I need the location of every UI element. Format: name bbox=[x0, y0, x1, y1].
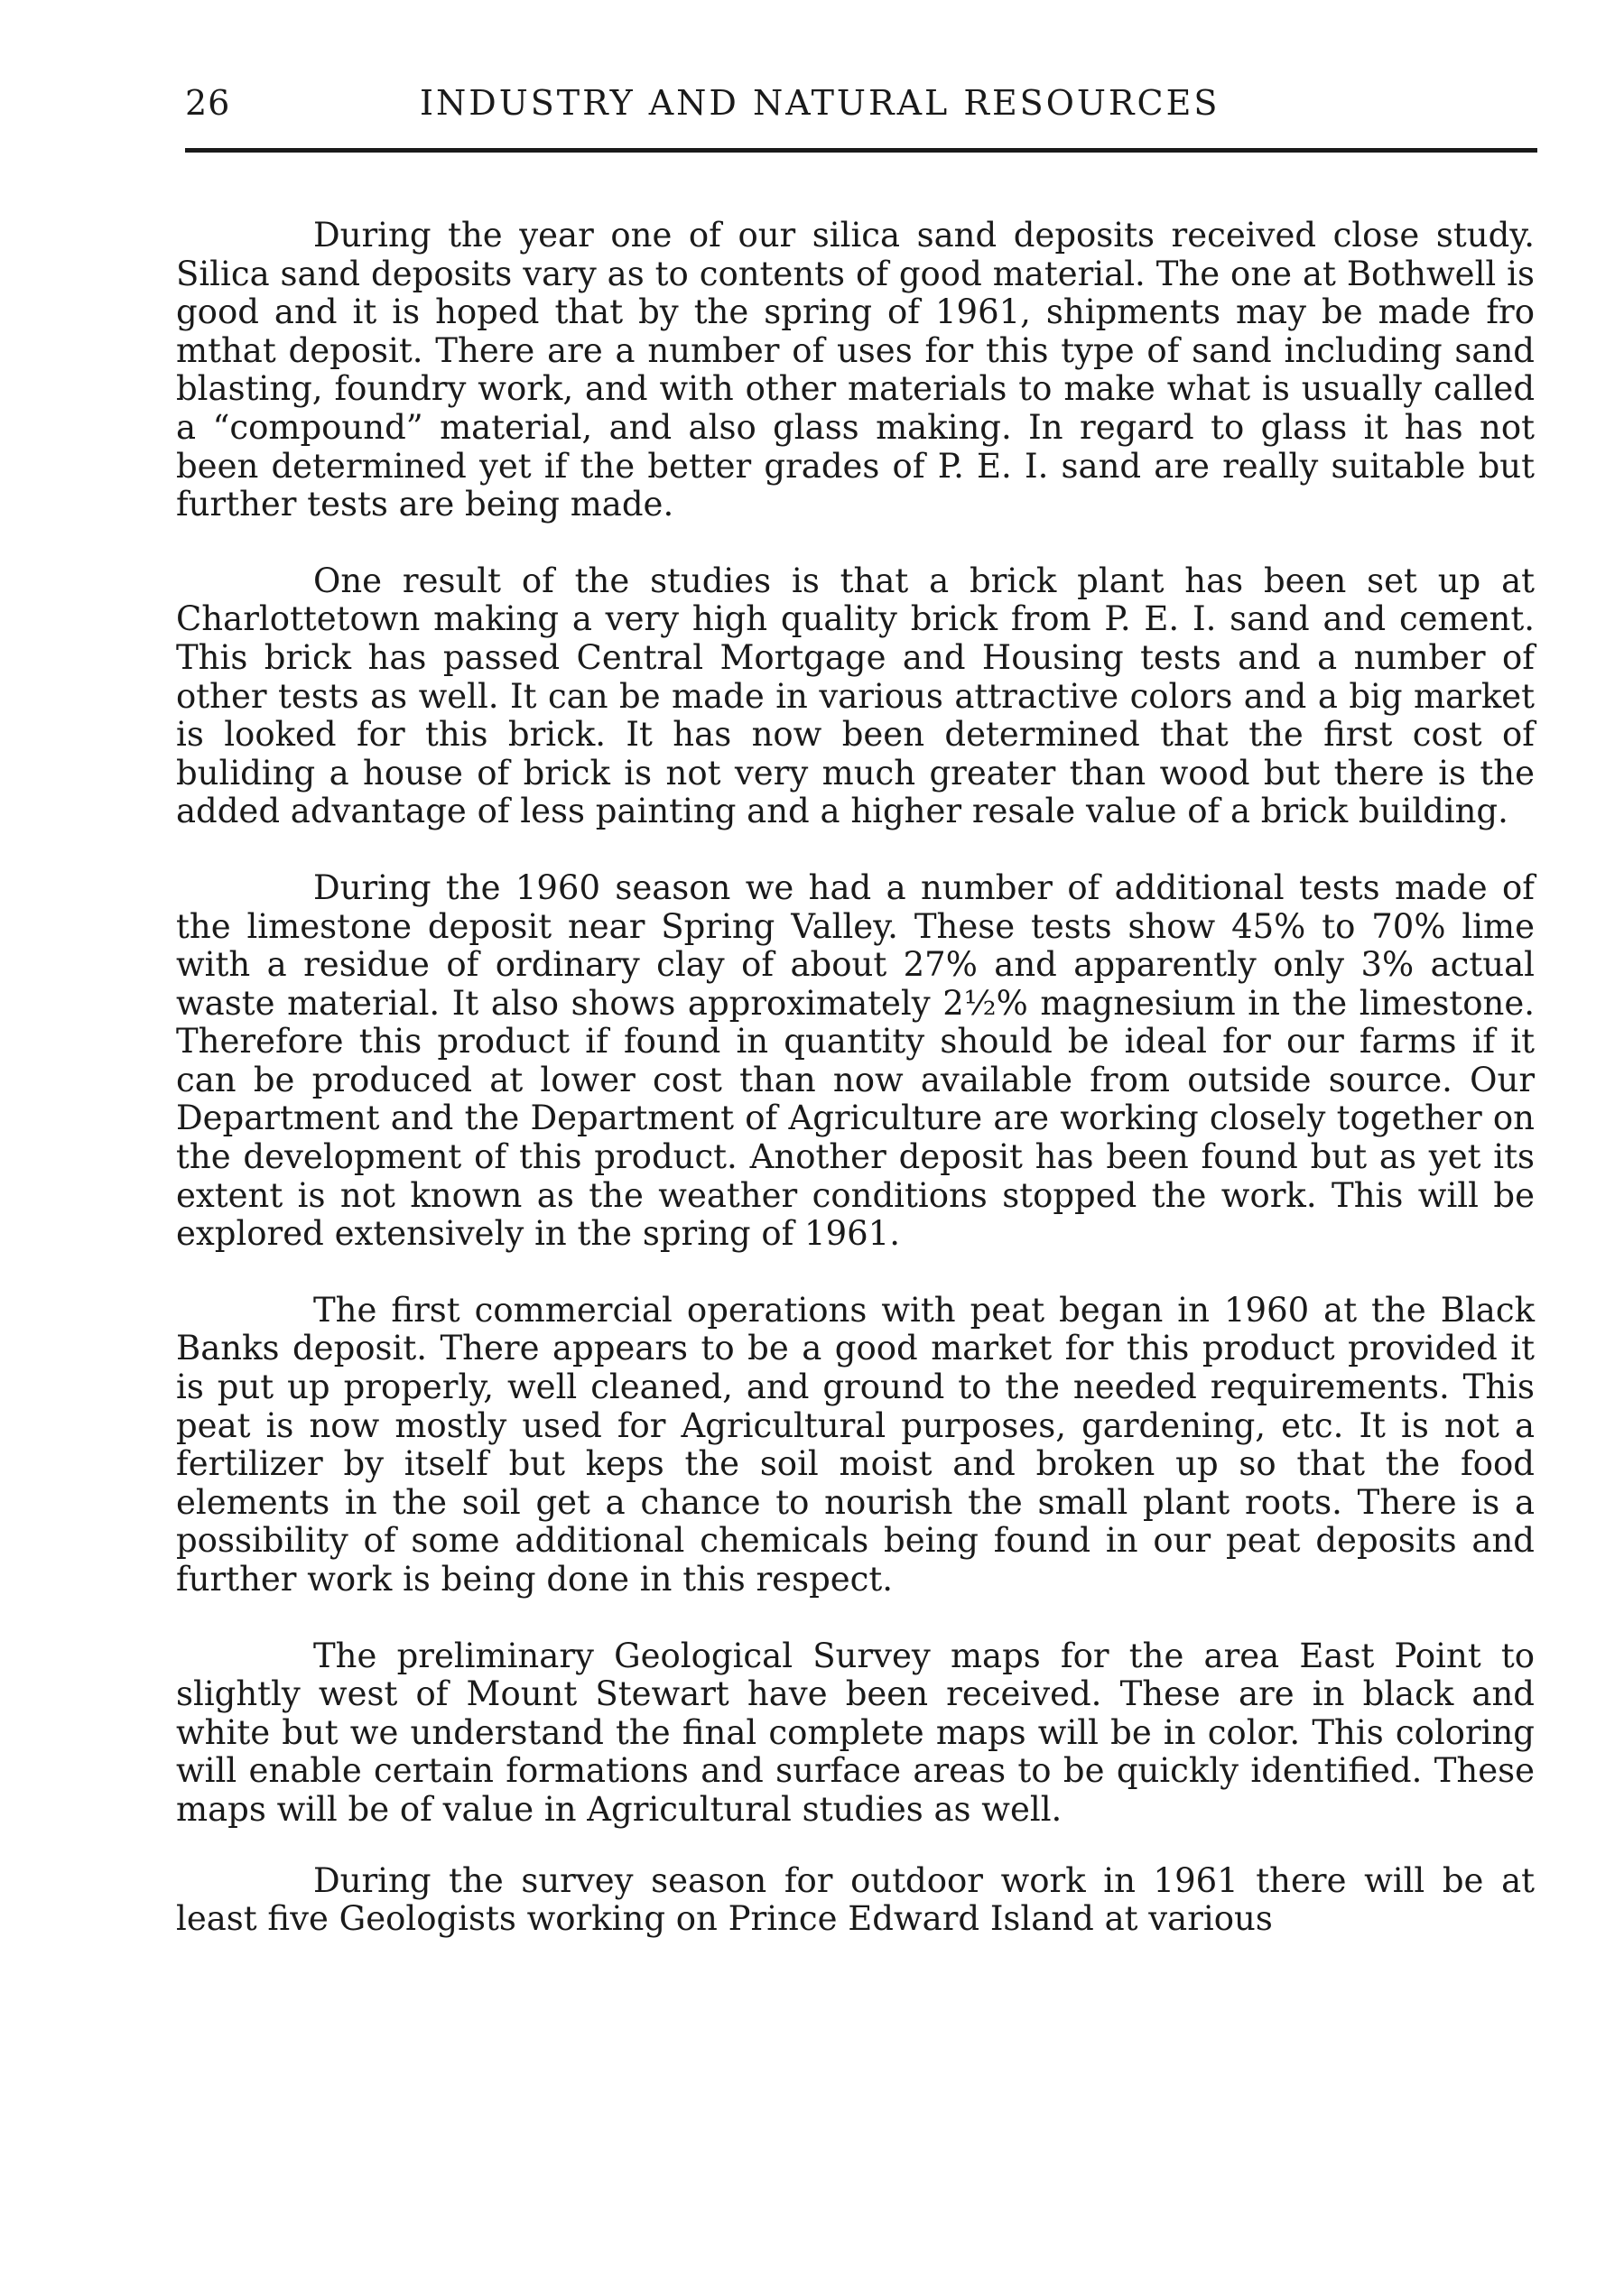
paragraph-survey-season: During the survey season for outdoor work in 1961 there will be at least five Geologists working on Prince Edward Island at various bbox=[176, 1860, 1535, 1939]
running-title: INDUSTRY AND NATURAL RESOURCES bbox=[420, 83, 1220, 123]
page-header bbox=[185, 83, 1539, 137]
paragraph-brick-plant: One result of the studies is that a brick plant has been set up at Charlottetown making a very high quality brick from P. E. I. sand and cement. This brick has passed Central Mortgage and Housing tests and a number of other tests as well. It can be made in various attractive colors and a big market is looked for this brick. It has now been determined that the first cost of buliding a house of brick is not very much greater than wood but there is the added advantage of less painting and a higher resale value of a brick building. bbox=[176, 561, 1535, 831]
paragraph-geological-maps: The preliminary Geological Survey maps for the area East Point to slightly west of Mount Stewart have been received. These are in black and white but we understand the final complete maps will be in color. This coloring will enable certain formations and surface areas to be quickly identified. These maps will be of value in Agricultural studies as well. bbox=[176, 1636, 1535, 1829]
paragraph-peat: The first commercial operations with peat began in 1960 at the Black Banks deposit. There appears to be a good market for this product provided it is put up properly, well cleaned, and ground to the needed requirements. This peat is now mostly used for Agricultural purposes, gardening, etc. It is not a fertilizer by itself but keps the soil moist and broken up so that the food elements in the soil get a chance to nourish the small plant roots. There is a possibility of some additional chemicals being found in our peat deposits and further work is being done in this respect. bbox=[176, 1290, 1535, 1599]
paragraph-limestone: During the 1960 season we had a number of additional tests made of the limestone deposit near Spring Valley. These tests show 45% to 70% lime with a residue of ordinary clay of about 27% and apparently only 3% actual waste material. It also shows approximately 2½% magnesium in the limestone. Therefore this product if found in quantity should be ideal for our farms if it can be produced at lower cost than now available from outside source. Our Department and the Department of Agriculture are working closely together on the development of this product. Another deposit has been found but as yet its extent is not known as the weather conditions stopped the work. This will be explored extensively in the spring of 1961. bbox=[176, 867, 1535, 1254]
page-number: 26 bbox=[185, 83, 231, 123]
body-text bbox=[176, 217, 1535, 1939]
paragraph-silica-sand: During the year one of our silica sand deposits received close study. Silica sand deposits vary as to contents of good material. The one at Bothwell is good and it is hoped that by the spring of 1961, shipments may be made fro mthat deposit. There are a number of uses for this type of sand including sand blasting, foundry work, and with other materials to make what is usually called a “compound” material, and also glass making. In regard to glass it has not been determined yet if the better grades of P. E. I. sand are really suitable but further tests are being made. bbox=[176, 216, 1535, 524]
header-rule bbox=[185, 148, 1537, 153]
